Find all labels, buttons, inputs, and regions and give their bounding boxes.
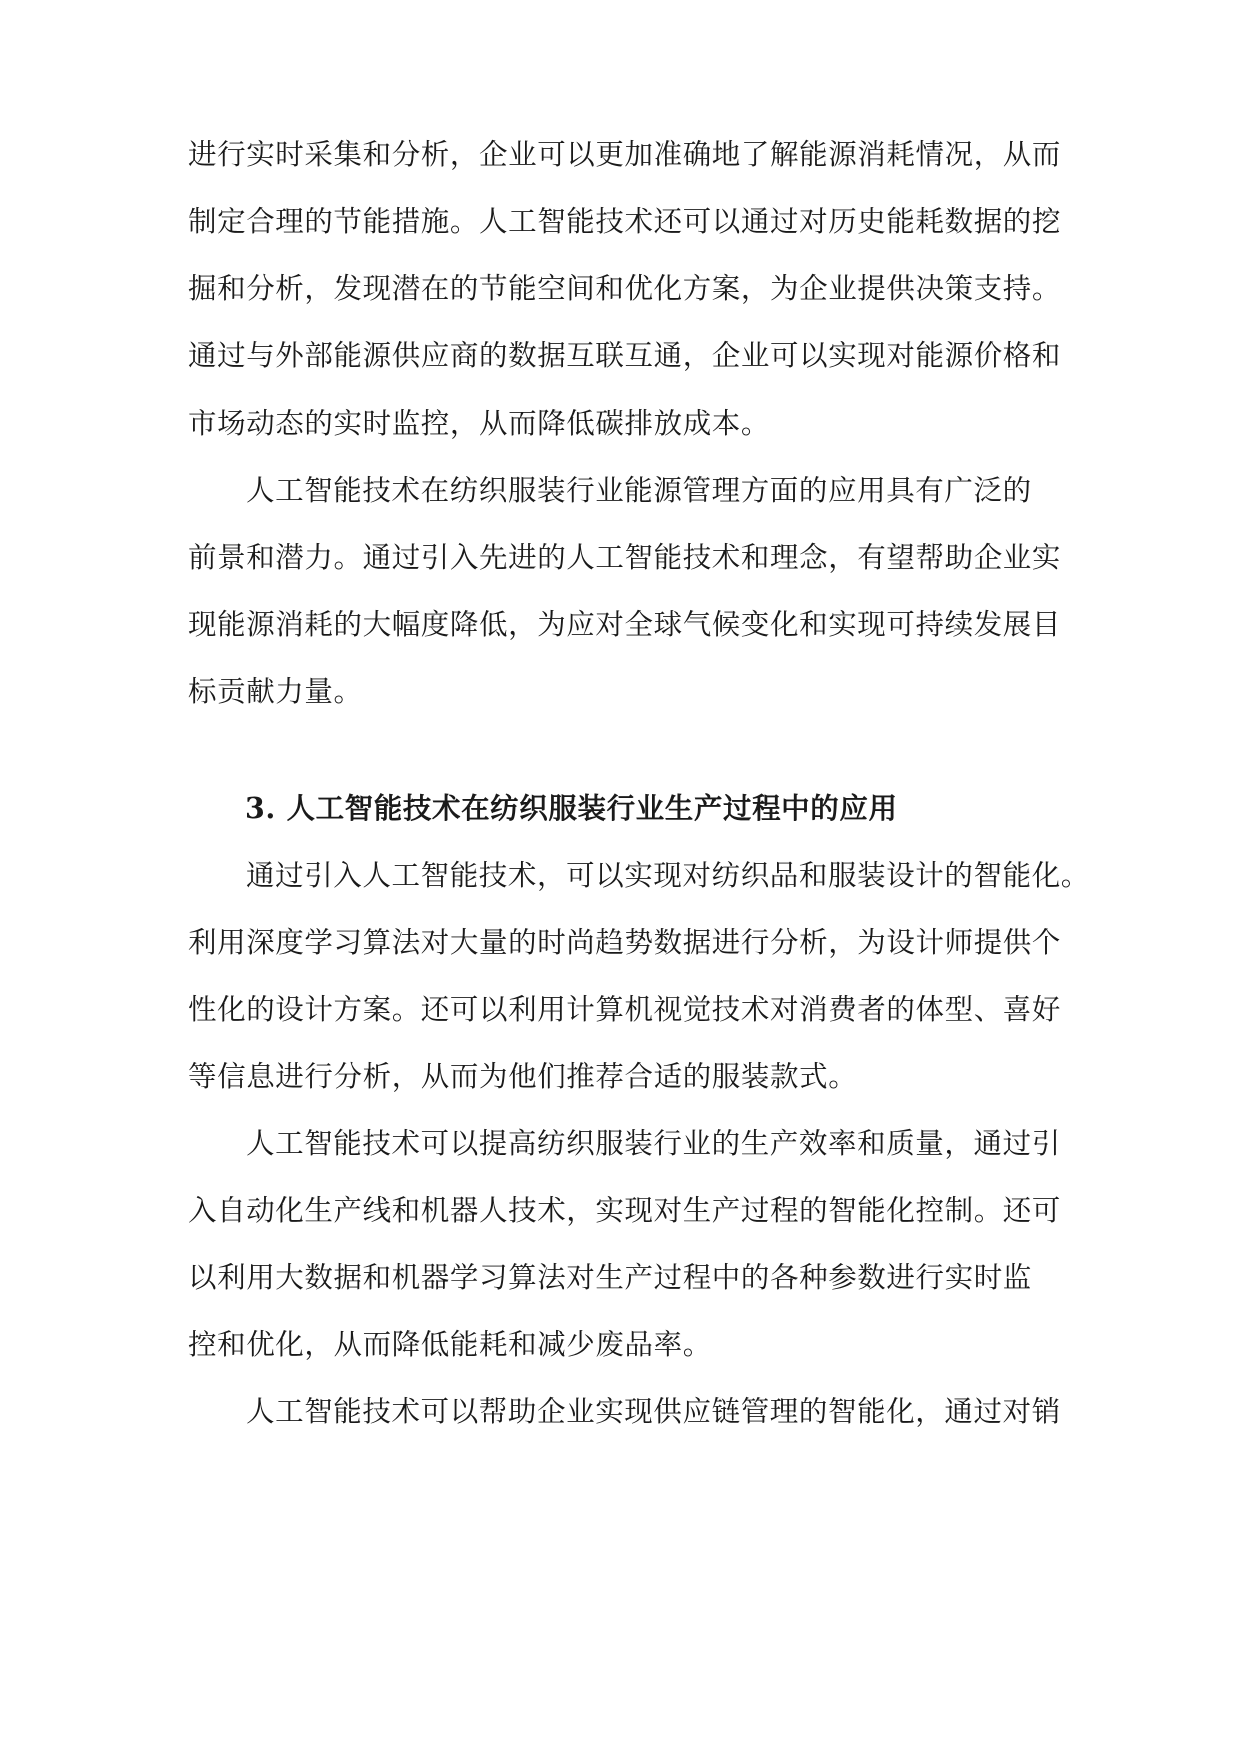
- text-line: 通过与外部能源供应商的数据互联互通，企业可以实现对能源价格和: [188, 339, 1062, 372]
- text-line: 人工智能技术可以帮助企业实现供应链管理的智能化，通过对销: [246, 1395, 1061, 1428]
- section-heading: 3. 人工智能技术在纺织服装行业生产过程中的应用: [245, 791, 898, 825]
- text-line: 以利用大数据和机器学习算法对生产过程中的各种参数进行实时监: [188, 1261, 1032, 1294]
- text-line: 控和优化，从而降低能耗和减少废品率。: [188, 1328, 712, 1361]
- text-line: 掘和分析，发现潜在的节能空间和优化方案，为企业提供决策支持。: [188, 272, 1062, 305]
- text-line: 入自动化生产线和机器人技术，实现对生产过程的智能化控制。还可: [188, 1194, 1062, 1227]
- text-line: 性化的设计方案。还可以利用计算机视觉技术对消费者的体型、喜好: [188, 993, 1062, 1026]
- text-line: 制定合理的节能措施。人工智能技术还可以通过对历史能耗数据的挖: [188, 205, 1062, 238]
- text-line: 现能源消耗的大幅度降低，为应对全球气候变化和实现可持续发展目: [188, 608, 1062, 641]
- text-line: 利用深度学习算法对大量的时尚趋势数据进行分析，为设计师提供个: [188, 926, 1062, 959]
- text-line: 进行实时采集和分析，企业可以更加准确地了解能源消耗情况，从而: [188, 138, 1062, 171]
- text-line: 人工智能技术在纺织服装行业能源管理方面的应用具有广泛的: [246, 474, 1032, 507]
- text-line: 等信息进行分析，从而为他们推荐合适的服装款式。: [188, 1060, 858, 1093]
- text-line: 通过引入人工智能技术，可以实现对纺织品和服装设计的智能化。: [246, 859, 1090, 892]
- text-line: 前景和潜力。通过引入先进的人工智能技术和理念，有望帮助企业实: [188, 541, 1062, 574]
- text-line: 标贡献力量。: [188, 675, 363, 708]
- text-line: 人工智能技术可以提高纺织服装行业的生产效率和质量，通过引: [246, 1127, 1061, 1160]
- text-line: 市场动态的实时监控，从而降低碳排放成本。: [188, 407, 771, 440]
